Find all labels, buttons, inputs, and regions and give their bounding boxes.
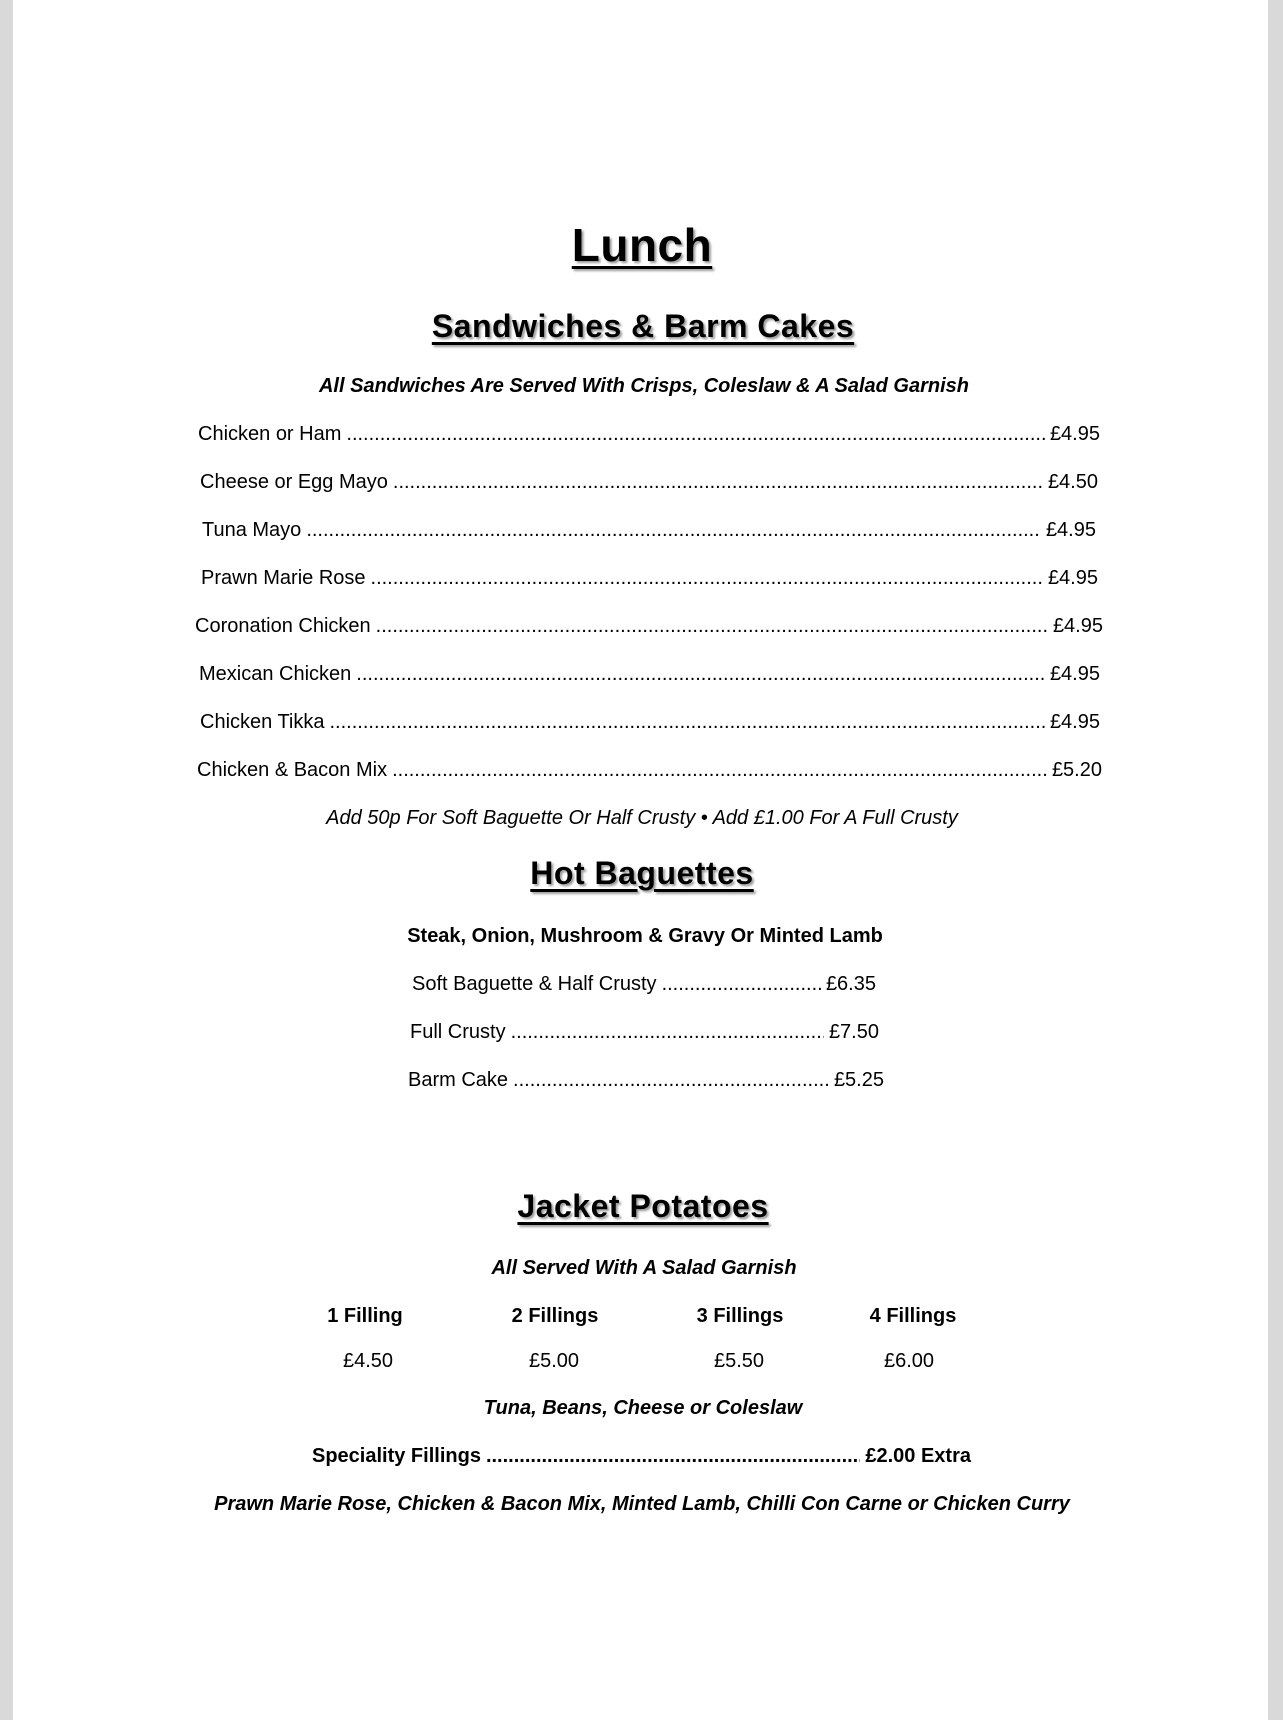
dot-leader	[513, 1069, 829, 1092]
menu-item	[195, 615, 1103, 638]
filling-label: 1 Filling	[327, 1305, 403, 1327]
item-price: £4.95	[1052, 615, 1103, 637]
item-price: £4.95	[1049, 423, 1100, 445]
dot-leader	[356, 663, 1045, 686]
item-name: Prawn Marie Rose	[201, 567, 366, 589]
dot-leader	[511, 1021, 824, 1044]
item-name: Chicken & Bacon Mix	[197, 759, 388, 781]
item-name: Chicken Tikka	[200, 711, 325, 733]
baguettes-heading: Hot Baguettes	[530, 855, 754, 891]
dot-leader	[306, 519, 1041, 542]
menu-item	[200, 471, 1098, 494]
item-price: £4.95	[1049, 663, 1100, 685]
menu-item	[198, 423, 1100, 446]
dot-leader	[392, 759, 1047, 782]
dot-leader	[346, 423, 1045, 446]
menu-item	[200, 711, 1100, 734]
dot-leader	[371, 567, 1043, 590]
item-name: Mexican Chicken	[199, 663, 352, 685]
speciality-list: Prawn Marie Rose, Chicken & Bacon Mix, Minted Lamb, Chilli Con Carne or Chicken Curry	[214, 1493, 1070, 1515]
item-name: Tuna Mayo	[202, 519, 302, 541]
filling-price: £6.00	[883, 1350, 935, 1372]
speciality-row	[312, 1445, 971, 1468]
speciality-price: £2.00 Extra	[865, 1445, 971, 1467]
menu-item	[412, 973, 876, 996]
item-price: £4.95	[1047, 567, 1098, 589]
dot-leader	[662, 973, 821, 996]
filling-label: 3 Fillings	[696, 1305, 784, 1327]
menu-item	[201, 567, 1098, 590]
item-price: £4.95	[1045, 519, 1096, 541]
menu-item	[410, 1021, 879, 1044]
menu-item	[197, 759, 1102, 782]
sandwiches-heading: Sandwiches & Barm Cakes	[431, 308, 855, 344]
filling-price: £4.50	[342, 1350, 394, 1372]
menu-page	[13, 0, 1268, 1720]
item-name: Chicken or Ham	[198, 423, 342, 445]
item-name: Full Crusty	[410, 1021, 506, 1043]
filling-price: £5.00	[528, 1350, 580, 1372]
sandwiches-subtitle: All Sandwiches Are Served With Crisps, Coleslaw & A Salad Garnish	[318, 375, 970, 397]
potatoes-heading: Jacket Potatoes	[517, 1188, 769, 1224]
dot-leader	[376, 615, 1048, 638]
item-name: Coronation Chicken	[195, 615, 371, 637]
standard-fillings: Tuna, Beans, Cheese or Coleslaw	[483, 1397, 803, 1419]
menu-item	[408, 1069, 884, 1092]
filling-label: 4 Fillings	[869, 1305, 957, 1327]
item-price: £4.50	[1047, 471, 1098, 493]
page-title: Lunch	[571, 219, 713, 271]
menu-item	[199, 663, 1100, 686]
item-price: £5.25	[833, 1069, 884, 1091]
dot-leader	[393, 471, 1043, 494]
filling-label: 2 Fillings	[511, 1305, 599, 1327]
filling-price: £5.50	[713, 1350, 765, 1372]
item-price: £5.20	[1051, 759, 1102, 781]
speciality-name: Speciality Fillings	[312, 1445, 481, 1467]
item-name: Soft Baguette & Half Crusty	[412, 973, 657, 995]
baguettes-subtitle: Steak, Onion, Mushroom & Gravy Or Minted Lamb	[407, 925, 883, 947]
menu-item	[202, 519, 1096, 542]
item-price: £6.35	[825, 973, 876, 995]
potatoes-subtitle: All Served With A Salad Garnish	[491, 1257, 797, 1279]
sandwiches-note: Add 50p For Soft Baguette Or Half Crusty • Add £1.00 For A Full Crusty	[326, 807, 958, 829]
dot-leader	[330, 711, 1045, 734]
item-name: Cheese or Egg Mayo	[200, 471, 388, 493]
item-price: £7.50	[828, 1021, 879, 1043]
item-name: Barm Cake	[408, 1069, 509, 1091]
item-price: £4.95	[1049, 711, 1100, 733]
dot-leader	[486, 1445, 860, 1468]
